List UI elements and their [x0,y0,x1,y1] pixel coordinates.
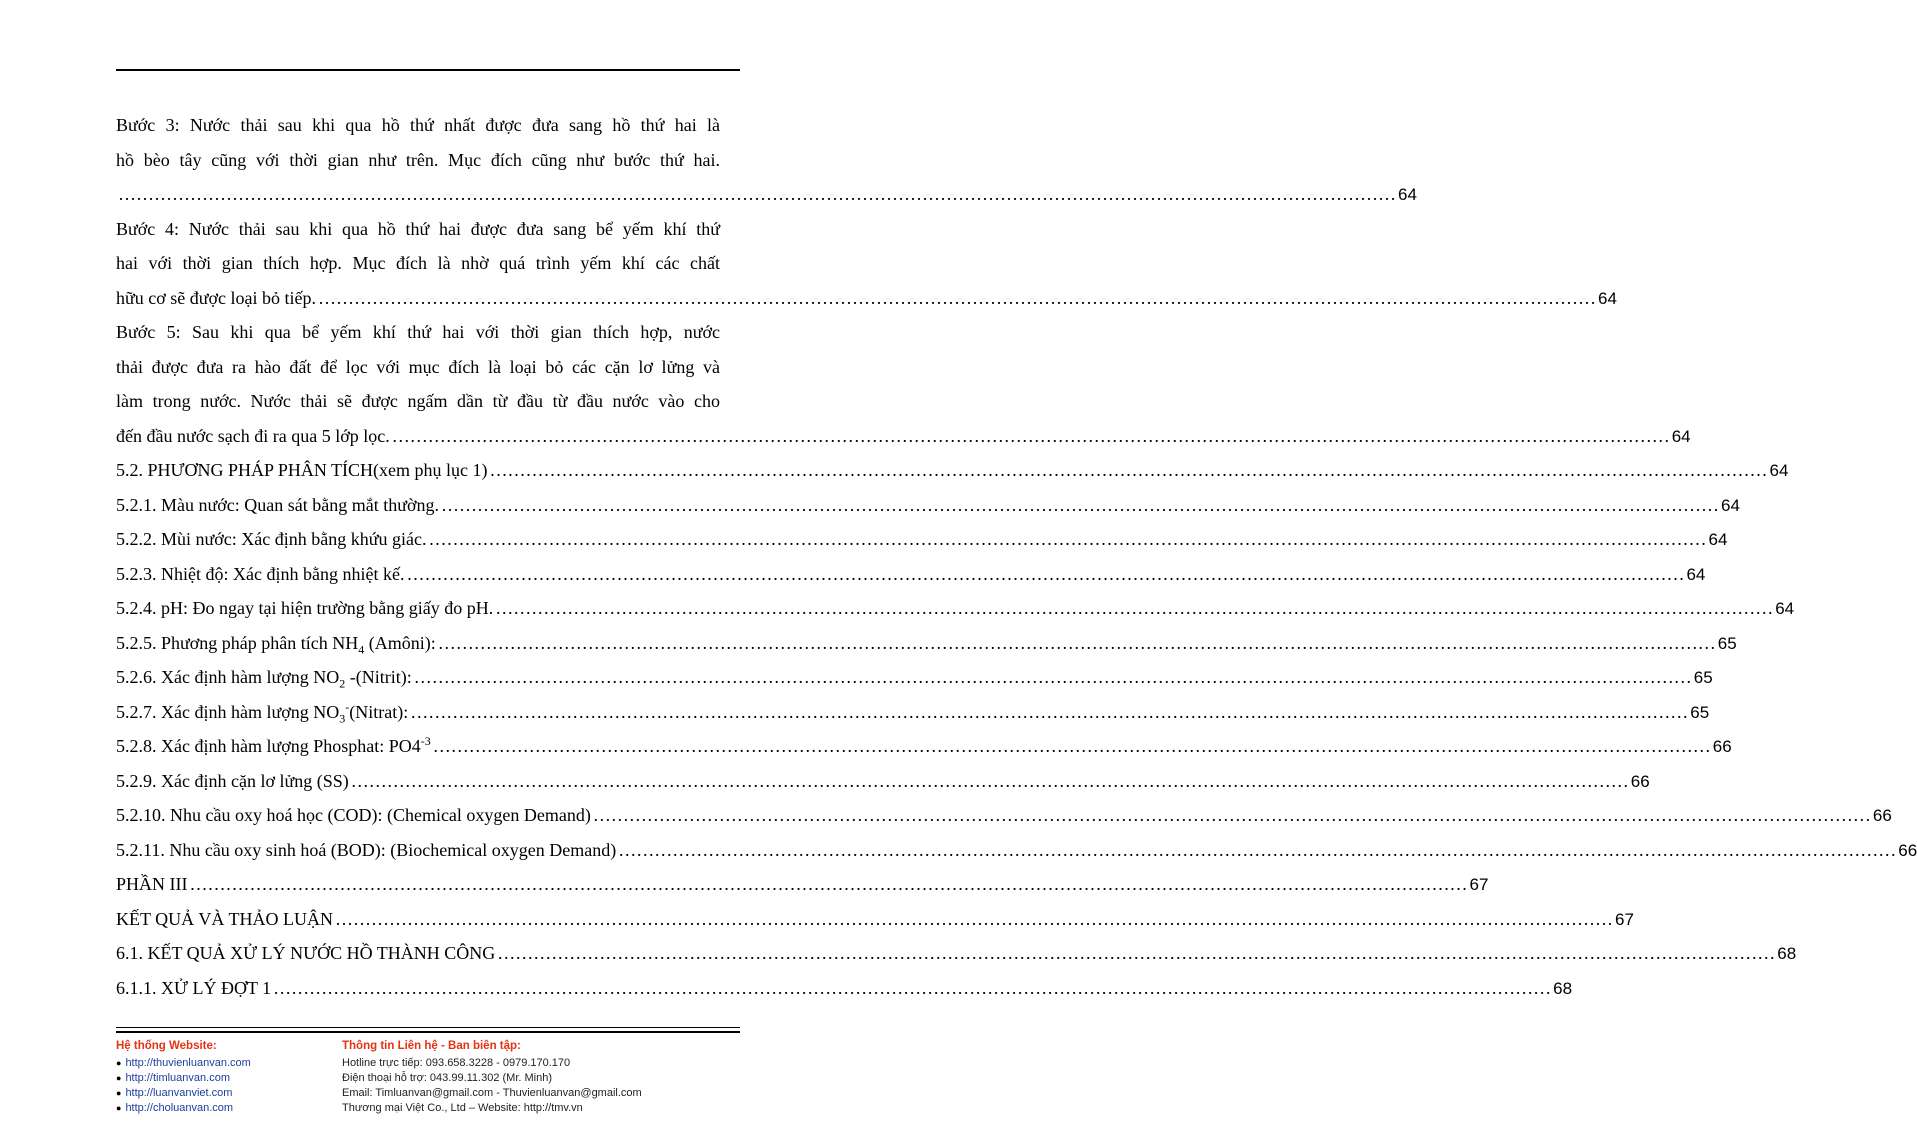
toc-entry-5-2-8[interactable] [116,729,1732,764]
footer-link-item[interactable] [116,1071,336,1086]
toc-page-number: 65 [1717,633,1737,653]
toc-entry-6-1-1[interactable] [116,971,1573,1006]
bullet-icon: ● [116,1073,122,1083]
footer-websites-heading: Hệ thống Website: [116,1040,217,1052]
toc-entry-label: PHẦN III [116,874,188,894]
toc-entry-results[interactable] [116,902,1634,937]
toc-leader-dots: …………………………………………………………………………………………………………………………………………………………………………………………… [489,460,1768,480]
header-rule [116,69,740,71]
toc-entry-label: 5.2.10. Nhu cầu oxy hoá học (COD): (Chemical oxygen Demand) [116,805,591,825]
toc-entry-label [116,660,412,695]
toc-entry-label [116,729,431,764]
footer-hotline: Hotline trực tiếp: 093.658.3228 - 0979.170.170 [342,1057,571,1069]
table-of-contents [116,108,1917,1005]
toc-leader-dots: …………………………………………………………………………………………………………………………………………………………………………………………… [335,908,1613,929]
toc-leader-dots: …………………………………………………………………………………………………………………………………………………………………………………………… [318,287,1597,308]
toc-entry-5-2-5[interactable] [116,626,1737,661]
toc-page-number: 65 [1693,668,1713,687]
toc-label-text-suffix: -(Nitrit): [345,667,412,687]
toc-step5-line-1: Bước 5: Sau khi qua bể yếm khí thứ hai với thời gian thích hợp, nước [116,322,720,342]
toc-page-number: 65 [1690,702,1710,722]
toc-entry-label: 6.1. KẾT QUẢ XỬ LÝ NƯỚC HỒ THÀNH CÔNG [116,943,496,963]
toc-label-subscript: 3 [339,711,346,726]
toc-step3-line-1: Bước 3: Nước thải sau khi qua hồ thứ nhất được đưa sang hồ thứ hai là [116,115,720,135]
toc-leader-dots: …………………………………………………………………………………………………………………………………………………………………………………………… [437,632,1716,653]
toc-entry-label: 5.2.4. pH: Đo ngay tại hiện trường bằng giấy đo pH. [116,598,494,618]
footer-link-text: http://timluanvan.com [125,1072,230,1084]
toc-entry-5-2-3[interactable] [116,557,1706,592]
toc-page-number: 64 [1708,530,1728,549]
toc-step5-line-2: thải được đưa ra hào đất để lọc với mục đích là loại bỏ các cặn lơ lửng và [116,356,720,377]
footer-rule-thick [116,1031,740,1033]
toc-label-text: 5.2.5. Phương pháp phân tích NH [116,632,359,653]
toc-step5-line-3: làm trong nước. Nước thải sẽ được ngấm dần từ đầu từ đầu nước vào cho [116,391,720,411]
toc-entry-5-2-7[interactable] [116,695,1710,730]
toc-entry-label: 6.1.1. XỬ LÝ ĐỢT 1 [116,977,272,998]
toc-page-number: 64 [1686,564,1706,584]
toc-leader-dots: …………………………………………………………………………………………………………………………………………………………………………………………… [406,563,1685,584]
toc-page-number: 66 [1898,840,1917,860]
toc-entry-5-2-1[interactable] [116,488,1740,523]
toc-entry-5-2-2[interactable] [116,522,1728,557]
toc-leader-dots: …………………………………………………………………………………………………………………………………………………………………………………………… [441,494,1719,515]
toc-entry-step5[interactable] [116,419,1691,454]
toc-entry-label: 5.2.9. Xác định cặn lơ lửng (SS) [116,770,349,791]
toc-entry-label: 5.2.11. Nhu cầu oxy sinh hoá (BOD): (Biochemical oxygen Demand) [116,839,617,860]
toc-leader-dots: …………………………………………………………………………………………………………………………………………………………………………………………… [273,977,1552,998]
footer-websites [116,1038,336,1116]
toc-entry-5-2-11[interactable] [116,833,1917,868]
bullet-icon: ● [116,1058,122,1068]
footer-rule-thin [116,1027,740,1028]
toc-label-superscript: -3 [420,734,431,748]
footer-link-item[interactable] [116,1086,336,1101]
toc-entry-5-2[interactable] [116,453,1789,488]
toc-label-text-suffix: (Nitrat): [349,701,409,722]
toc-entry-6-1[interactable] [116,936,1797,971]
toc-page-number: 68 [1777,944,1797,963]
footer-link-text: http://choluanvan.com [125,1102,234,1114]
toc-page-number: 64 [1775,599,1795,618]
footer-link-item[interactable] [116,1056,336,1071]
toc-entry-step4[interactable] [116,281,1617,316]
toc-entry-label: KẾT QUẢ VÀ THẢO LUẬN [116,908,333,929]
toc-entry-5-2-10[interactable] [116,798,1892,833]
toc-leader-dots: …………………………………………………………………………………………………………………………………………………………………………………………… [410,701,1689,722]
toc-leader-dots: …………………………………………………………………………………………………………………………………………………………………………………………… [118,184,1396,204]
footer-company: Thương mại Việt Co., Ltd – Website: http://tmv.vn [342,1102,583,1114]
toc-leader-dots: …………………………………………………………………………………………………………………………………………………………………………………………… [413,667,1692,687]
toc-label-subscript: 4 [358,642,365,657]
toc-page-number: 64 [1721,495,1740,515]
footer-support-phone: Điện thoại hỗ trợ: 043.99.11.302 (Mr. Minh) [342,1072,553,1084]
toc-page-number: 68 [1553,978,1573,998]
toc-label-text-suffix: (Amôni): [364,632,436,653]
toc-leader-dots: …………………………………………………………………………………………………………………………………………………………………………………………… [497,943,1776,963]
toc-entry-part-3[interactable] [116,867,1489,902]
toc-page-number: 67 [1615,909,1634,929]
toc-entry-label [116,626,436,661]
toc-page-number: 66 [1872,806,1892,825]
toc-label-superscript: - [345,699,350,714]
toc-leader-dots: …………………………………………………………………………………………………………………………………………………………………………………………… [592,805,1871,825]
toc-page-number: 64 [1398,185,1417,204]
toc-page-number: 67 [1469,875,1489,894]
toc-entry-label: 5.2.2. Mùi nước: Xác định bằng khứu giác. [116,529,427,549]
toc-entry-label: 5.2.3. Nhiệt độ: Xác định bằng nhiệt kế. [116,563,405,584]
footer-contact [342,1038,762,1116]
toc-label-subscript: 2 [339,676,346,691]
toc-entry-label: đến đầu nước sạch đi ra qua 5 lớp lọc. [116,425,390,446]
toc-entry-label [116,695,408,730]
toc-entry-5-2-6[interactable] [116,660,1713,695]
bullet-icon: ● [116,1088,122,1098]
toc-page-number: 66 [1630,771,1650,791]
footer-email: Email: Timluanvan@gmail.com - Thuvienluanvan@gmail.com [342,1087,642,1099]
toc-entry-label: 5.2. PHƯƠNG PHÁP PHÂN TÍCH(xem phụ lục 1) [116,460,488,480]
footer-link-item[interactable] [116,1101,336,1116]
toc-page-number: 64 [1671,426,1691,446]
toc-label-text: 5.2.7. Xác định hàm lượng NO [116,701,340,722]
bullet-icon: ● [116,1103,122,1113]
toc-page-number: 64 [1769,461,1789,480]
toc-step3-line-2: hồ bèo tây cũng với thời gian như trên. Mục đích cũng như bước thứ hai. [116,149,720,170]
toc-leader-dots: …………………………………………………………………………………………………………………………………………………………………………………………… [428,529,1707,549]
footer-link-text: http://luanvanviet.com [125,1087,233,1099]
toc-page-number: 64 [1598,288,1617,308]
toc-leader-dots: …………………………………………………………………………………………………………………………………………………………………………………………… [391,425,1670,446]
toc-label-text: 5.2.8. Xác định hàm lượng Phosphat: PO4 [116,736,421,756]
toc-entry-label: 5.2.1. Màu nước: Quan sát bằng mắt thường. [116,494,439,515]
footer-contact-heading: Thông tin Liên hệ - Ban biên tập: [342,1040,521,1052]
toc-entry-label: hữu cơ sẽ được loại bỏ tiếp. [116,287,317,308]
toc-label-text: 5.2.6. Xác định hàm lượng NO [116,667,340,687]
toc-page-number: 66 [1712,737,1732,756]
toc-leader-dots: …………………………………………………………………………………………………………………………………………………………………………………………… [495,598,1774,618]
toc-entry-5-2-4[interactable] [116,591,1795,626]
footer-link-text: http://thuvienluanvan.com [125,1057,251,1069]
toc-leader-dots: …………………………………………………………………………………………………………………………………………………………………………………………… [189,874,1468,894]
toc-leader-dots: …………………………………………………………………………………………………………………………………………………………………………………………… [432,736,1711,756]
toc-step4-line-2: hai với thời gian thích hợp. Mục đích là nhờ quá trình yếm khí các chất [116,253,720,273]
toc-leader-dots: …………………………………………………………………………………………………………………………………………………………………………………………… [618,839,1897,860]
toc-leader-dots: …………………………………………………………………………………………………………………………………………………………………………………………… [350,770,1629,791]
toc-entry-step3[interactable] [116,177,1417,212]
toc-entry-5-2-9[interactable] [116,764,1650,799]
toc-step4-line-1: Bước 4: Nước thải sau khi qua hồ thứ hai được đưa sang bể yếm khí thứ [116,218,720,239]
